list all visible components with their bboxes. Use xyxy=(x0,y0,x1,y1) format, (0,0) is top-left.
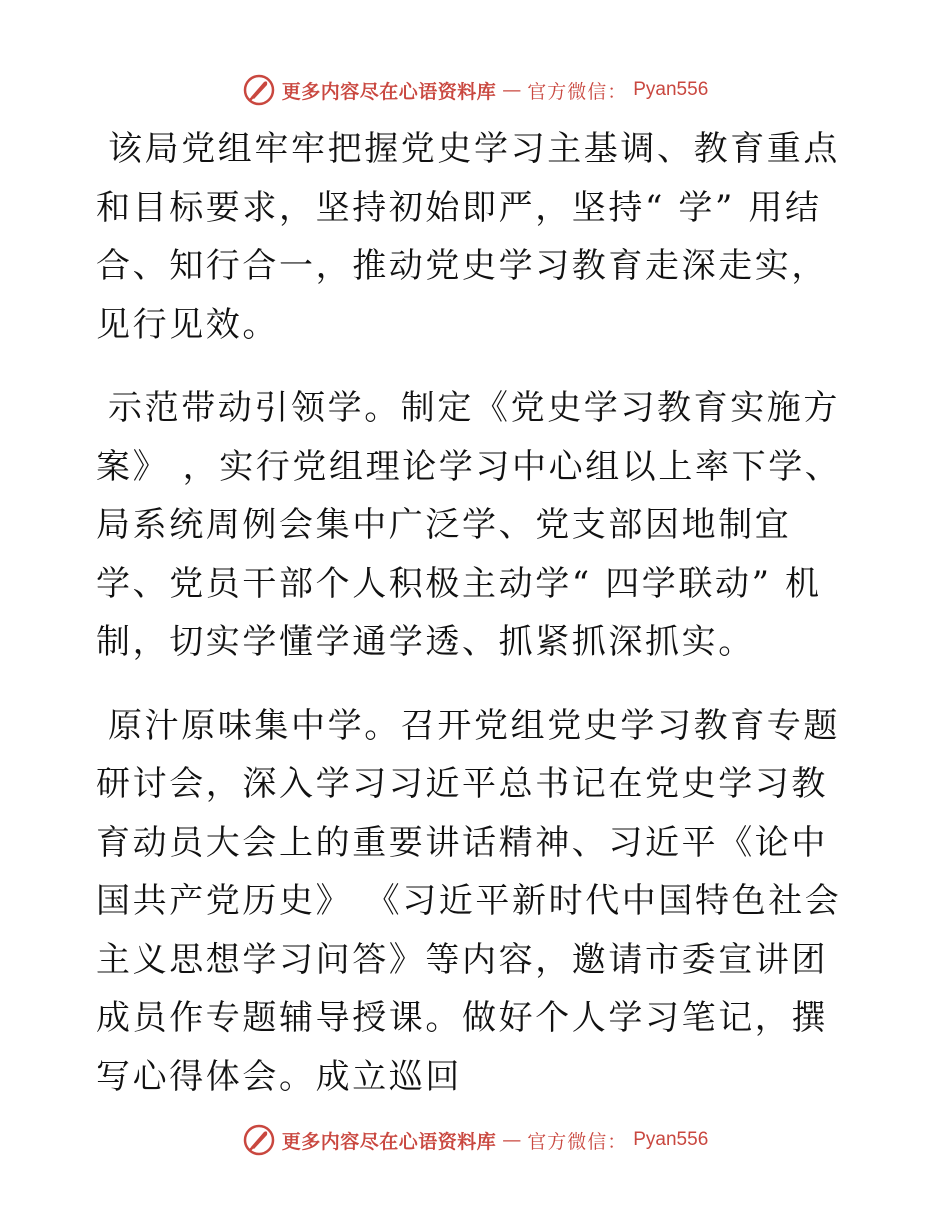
paragraph-intro: 该局党组牢牢把握党史学习主基调、教育重点和目标要求，坚持初始即严，坚持“ 学” 用结合、知行合一，推动党史学习教育走深走实，见行见效。 xyxy=(96,129,840,345)
footer-wechat-label: 官方微信： xyxy=(527,1130,628,1153)
header-wechat-label: 官方微信： xyxy=(527,80,628,103)
paragraph-example-led: 示范带动引领学。制定《党史学习教育实施方案》 ，实行党组理论学习中心组以上率下学、局系统周例会集中广泛学、党支部因地制宜学、党员干部个人积极主动学“ 四学联动” 机制，切实学懂学通学透、抓紧抓深抓实。 xyxy=(96,388,842,662)
footer-separator: — xyxy=(502,1129,522,1151)
header-site-text: 更多内容尽在心语资料库 xyxy=(281,80,497,103)
header-wechat-id: Pyan556 xyxy=(633,79,709,100)
quill-pen-icon xyxy=(242,1123,276,1157)
paragraph-original-study: 原汁原味集中学。召开党组党史学习教育专题研讨会，深入学习习近平总书记在党史学习教育动员大会上的重要讲话精神、习近平《论中国共产党历史》 《习近平新时代中国特色社会主义思想学习问答》等内容，邀请市委宣讲团成员作专题辅导授课。做好个人学习笔记，撰写心得体会。成立巡回 xyxy=(96,705,842,1097)
quill-pen-icon xyxy=(242,73,276,107)
header-separator: — xyxy=(502,79,522,101)
document-body xyxy=(96,120,856,1127)
footer-banner xyxy=(0,1120,950,1160)
footer-wechat-id: Pyan556 xyxy=(633,1129,709,1150)
header-banner xyxy=(0,70,950,110)
footer-site-text: 更多内容尽在心语资料库 xyxy=(281,1130,497,1153)
